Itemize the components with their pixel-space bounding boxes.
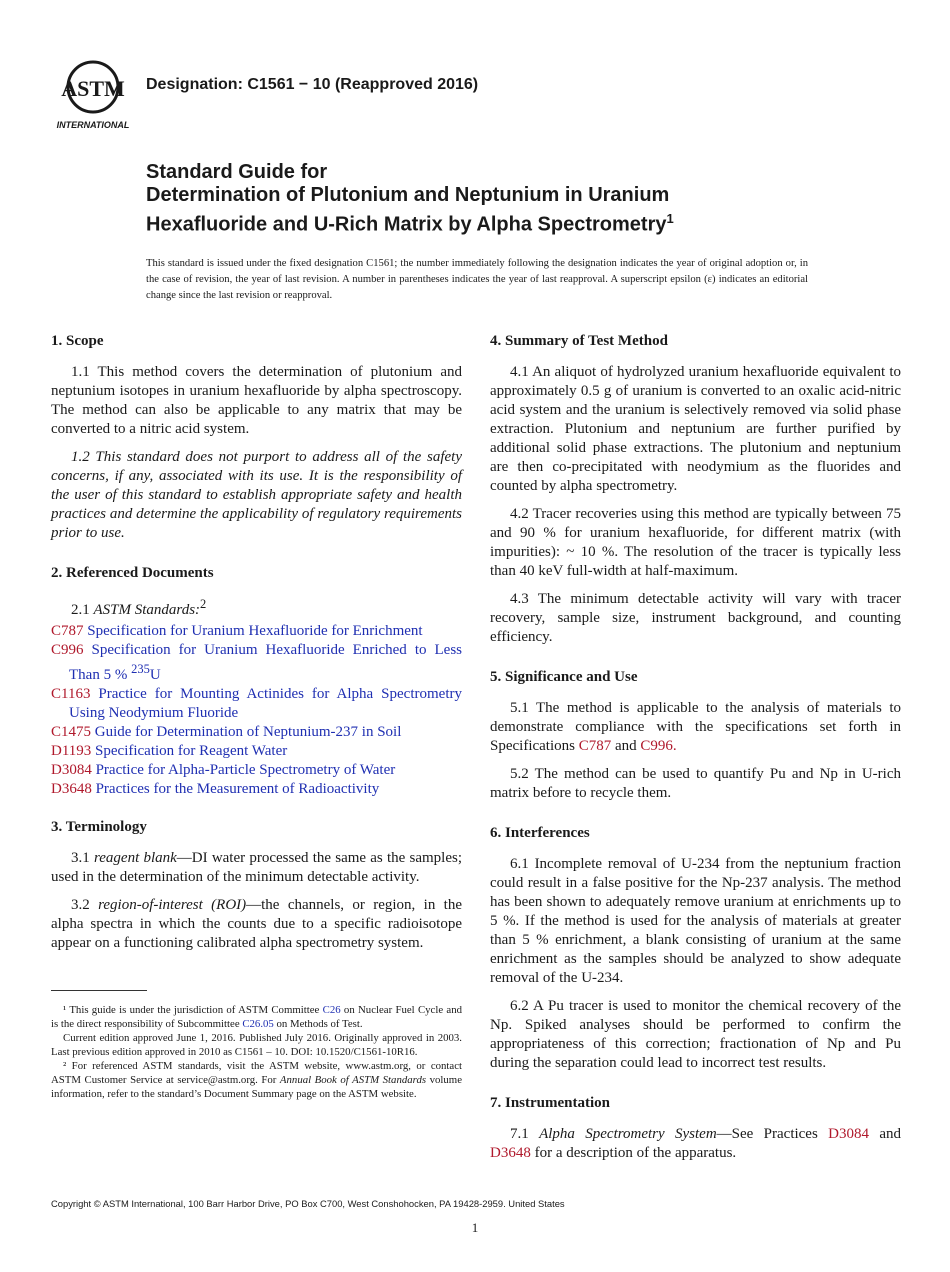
paragraph-3-1-num: 3.1 [71, 850, 90, 866]
page-number: 1 [471, 1220, 479, 1235]
reference-title-link[interactable] [69, 642, 462, 683]
reference-title-link[interactable]: Specification for Reagent Water [95, 743, 288, 759]
reference-code-link[interactable]: D3084 [51, 762, 92, 778]
definition-roi: —the channels, or region, in the alpha spectra in which the counts due to a specific radioisotope appear on a functioning calibrated alpha spectrometry system. [51, 897, 462, 951]
section-heading-terminology: 3. Terminology [51, 819, 147, 835]
reference-code-link[interactable]: C1475 [51, 724, 92, 740]
footnote-1-text-b: on Nuclear Fuel Cycle and is the direct responsibility of Subcommittee [51, 1004, 462, 1030]
reference-code-link[interactable]: D1193 [51, 743, 92, 759]
footnote-1-edition: Current edition approved June 1, 2016. Published July 2016. Originally approved in 2003. Last previous edition approved in 2010 as C1561 – 10. DOI: 10.1520/C1561-10R16. [51, 1032, 462, 1058]
footnote-1 [51, 1003, 462, 1031]
title-line-3-text: Hexafluoride and U-Rich Matrix by Alpha Spectrometry [146, 213, 667, 236]
logo-subtext: INTERNATIONAL [56, 120, 130, 130]
c996-link[interactable]: C996. [640, 738, 677, 754]
reference-title-link[interactable]: Practice for Alpha-Particle Spectrometry of Water [95, 762, 396, 778]
astm-logo-icon [52, 56, 134, 132]
footnote-2-text-a: ² For referenced ASTM standards, visit the ASTM website, www.astm.org, or contact ASTM Customer Service at service@astm.org. For [51, 1060, 462, 1086]
title-line-3 [146, 207, 866, 237]
section-heading-instrumentation: 7. Instrumentation [490, 1095, 611, 1111]
paragraph-7-1-text-b: for a description of the apparatus. [534, 1145, 737, 1161]
c787-link[interactable]: C787 [578, 738, 612, 754]
reference-item [51, 780, 462, 799]
reference-title-text: Specification for Uranium Hexafluoride Enriched to Less Than 5 % [69, 642, 462, 683]
paragraph-5-1-and: and [615, 738, 637, 754]
paragraph-5-2: 5.2 The method can be used to quantify Pu and Np in U-rich matrix before to recycle them. [490, 766, 901, 801]
paragraph-2-1-num: 2.1 [71, 602, 90, 618]
paragraph-1-2 [51, 448, 462, 543]
paragraph-1-2-text: 1.2 This standard does not purport to address all of the safety concerns, if any, associated with its use. It is the responsibility of the user of this standard to establish appropriate safety and health practices and determine the applicability of regulatory requirements prior to use. [51, 449, 462, 541]
document-title [146, 161, 866, 237]
paragraph-7-1-and: and [879, 1126, 902, 1142]
reference-item [51, 723, 462, 742]
paragraph-7-1 [490, 1125, 901, 1163]
section-heading-summary: 4. Summary of Test Method [490, 333, 668, 349]
paragraph-7-1-text-a: —See Practices [716, 1126, 818, 1142]
footnote-2-mark: 2 [200, 597, 207, 611]
reference-title-link[interactable]: Specification for Uranium Hexafluoride for Enrichment [87, 623, 423, 639]
paragraph-3-1 [51, 849, 462, 887]
designation: Designation: C1561 − 10 (Reapproved 2016) [146, 76, 479, 93]
section-heading-interferences: 6. Interferences [490, 825, 590, 841]
paragraph-5-1 [490, 699, 901, 756]
logo-text: ASTM [61, 76, 125, 101]
footnote-1-text-c: on Methods of Test. [276, 1018, 363, 1030]
astm-logo [52, 56, 134, 132]
footnotes [51, 1003, 462, 1101]
subcommittee-c2605-link[interactable]: C26.05 [242, 1018, 274, 1030]
reference-title-link[interactable]: Guide for Determination of Neptunium-237 in Soil [94, 724, 402, 740]
paragraph-6-1: 6.1 Incomplete removal of U-234 from the neptunium fraction could result in a false positive for the Np-237 analysis. The method has been shown to adequately remove uranium at enrichments up to 5 %. If the method is used for the analysis of materials at greater than 5 % enrichment, a blank consisting of uranium at the same enrichment as the samples should be analyzed to show adequate removal of the U-234. [490, 856, 901, 986]
isotope-superscript: 235 [131, 662, 150, 676]
section-heading-referenced-documents: 2. Referenced Documents [51, 565, 214, 581]
intro-paragraph: This standard is issued under the fixed designation C1561; the number immediately following the designation indicates the year of original adoption or, in the case of revision, the year of last revision. A number in parentheses indicates the year of last reapproval. A superscript epsilon (ε) indicates an editorial change since the last revision or reapproval. [146, 258, 808, 301]
paragraph-6-2: 6.2 A Pu tracer is used to monitor the chemical recovery of the Np. Spiked analyses should be performed to confirm the appropriateness of this correction; fractionation of Np and Pu during the separation could lead to incorrect test results. [490, 998, 901, 1071]
paragraph-5-1-text: 5.1 The method is applicable to the analysis of materials to demonstrate compliance with the specifications set forth in Specifications [490, 700, 901, 754]
footnote-1-text-a: ¹ This guide is under the jurisdiction of ASTM Committee [63, 1004, 320, 1016]
reference-item [51, 742, 462, 761]
title-line-1: Standard Guide for [146, 161, 328, 183]
reference-code-link[interactable]: D3648 [51, 781, 92, 797]
reference-item [51, 685, 462, 723]
section-heading-scope: 1. Scope [51, 333, 104, 349]
term-reagent-blank: reagent blank [93, 850, 177, 866]
reference-code-link[interactable]: C1163 [51, 686, 91, 702]
reference-item [51, 641, 462, 685]
paragraph-3-2-num: 3.2 [71, 897, 90, 913]
section-heading-significance: 5. Significance and Use [490, 669, 638, 685]
footnote-divider [51, 990, 147, 991]
d3084-link[interactable]: D3084 [828, 1126, 869, 1142]
d3648-link[interactable]: D3648 [490, 1145, 531, 1161]
reference-item [51, 622, 462, 641]
paragraph-2-1 [51, 595, 462, 620]
title-footnote-mark: 1 [666, 211, 674, 226]
paragraph-4-2: 4.2 Tracer recoveries using this method are typically between 75 and 90 % for uranium hexafluoride, for different matrix (with impurities): ~ 10 %. The resolution of the tracer is typically less than 40 keV full-width at half-maximum. [490, 506, 901, 579]
footnote-2 [51, 1059, 462, 1101]
term-alpha-spectrometry-system: Alpha Spectrometry System [539, 1126, 717, 1142]
paragraph-7-1-num: 7.1 [510, 1126, 529, 1142]
reference-code-link[interactable]: C787 [51, 623, 84, 639]
paragraph-4-3: 4.3 The minimum detectable activity will vary with tracer recovery, sample size, instrument background, and counting efficiency. [490, 591, 901, 645]
reference-item [51, 761, 462, 780]
title-line-2: Determination of Plutonium and Neptunium in Uranium [146, 184, 670, 206]
reference-title-link[interactable]: Practices for the Measurement of Radioactivity [95, 781, 380, 797]
left-column [51, 332, 462, 962]
committee-c26-link[interactable]: C26 [322, 1004, 341, 1016]
right-column [490, 332, 901, 1172]
definition-reagent-blank: —DI water processed the same as the samples; used in the determination of the minimum detectable activity. [51, 850, 463, 885]
footnote-2-italic: Annual Book of ASTM Standards [279, 1074, 427, 1086]
isotope-symbol: U [149, 667, 161, 683]
reference-code-link[interactable]: C996 [51, 642, 84, 658]
footnote-2-text-b: volume information, refer to the standard’s Document Summary page on the ASTM website. [51, 1074, 462, 1100]
astm-standards-label: ASTM Standards: [93, 602, 201, 618]
term-roi: region-of-interest (ROI) [98, 897, 247, 913]
copyright-notice: Copyright © ASTM International, 100 Barr Harbor Drive, PO Box C700, West Conshohocken, PA 19428-2959. United States [51, 1198, 565, 1209]
reference-title-link[interactable]: Practice for Mounting Actinides for Alpha Spectrometry Using Neodymium Fluoride [69, 686, 462, 721]
paragraph-4-1: 4.1 An aliquot of hydrolyzed uranium hexafluoride equivalent to approximately 0.5 g of uranium is converted to an oxalic acid-nitric acid system and the uranium is selectively removed via solid phase extraction. Plutonium and neptunium are further purified by additional solid phase extractions. The plutonium and neptunium are then co-precipitated with neodymium as the fluorides and counted by alpha spectrometry. [490, 364, 901, 494]
paragraph-1-1: 1.1 This method covers the determination of plutonium and neptunium isotopes in uranium hexafluoride by alpha spectroscopy. The method can also be applicable to any matrix that may be converted to a nitric acid system. [51, 364, 462, 437]
paragraph-3-2 [51, 896, 462, 953]
